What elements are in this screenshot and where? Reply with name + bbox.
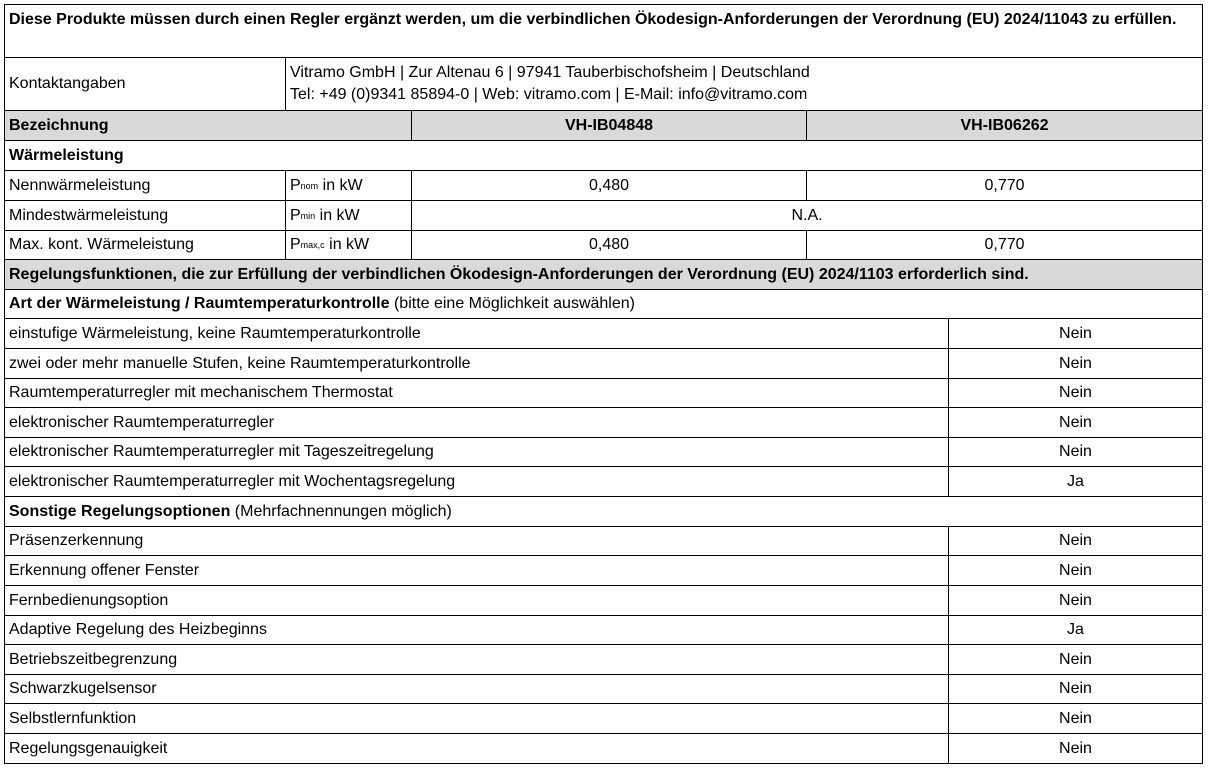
heat-type-row — [4, 378, 1203, 407]
other-option-value: Ja — [948, 616, 1202, 644]
contact-row — [4, 57, 1203, 110]
heat-type-value: Ja — [948, 467, 1202, 496]
model-1-header: VH-IB04848 — [411, 111, 806, 140]
heat-type-label: elektronischer Raumtemperaturregler — [9, 413, 274, 431]
control-functions-row — [4, 259, 1203, 289]
other-option-value: Nein — [948, 734, 1202, 763]
other-option-label: Präsenzerkennung — [9, 532, 144, 549]
heat-output-value-model-2: 0,770 — [806, 171, 1202, 200]
heat-type-row — [4, 407, 1203, 437]
other-options-section-row — [4, 496, 1203, 526]
other-option-row — [4, 733, 1203, 764]
contact-phone-web-email: Tel: +49 (0)9341 85894-0 | Web: vitramo.com | E-Mail: info@vitramo.com — [290, 86, 808, 103]
other-option-row — [4, 644, 1203, 674]
heat-type-value: Nein — [948, 319, 1202, 348]
heat-type-label: einstufige Wärmeleistung, keine Raumtemperaturkontrolle — [9, 324, 421, 342]
other-option-label: Betriebszeitbegrenzung — [9, 650, 178, 668]
model-2-header: VH-IB06262 — [806, 111, 1202, 140]
heat-output-symbol: P max,c in kW — [285, 231, 411, 259]
other-option-value: Nein — [948, 527, 1202, 555]
heat-output-label: Nennwärmeleistung — [9, 176, 151, 194]
heat-output-value-merged: N.A. — [411, 201, 1202, 230]
heat-output-value-model-1: 0,480 — [411, 171, 806, 200]
designation-label: Bezeichnung — [9, 116, 109, 134]
heat-type-section-title: Art der Wärmeleistung / Raumtemperaturkontrolle (bitte eine Möglichkeit auswählen) — [9, 295, 635, 312]
other-option-row — [4, 674, 1203, 703]
heat-type-value: Nein — [948, 438, 1202, 466]
heat-type-label: elektronischer Raumtemperaturregler mit Wochentagsregelung — [9, 472, 456, 490]
heat-type-label: Raumtemperaturregler mit mechanischem Thermostat — [9, 384, 393, 401]
heat-output-symbol: P nom in kW — [285, 171, 411, 200]
heat-output-row-nominal — [4, 170, 1203, 200]
other-option-value: Nein — [948, 704, 1202, 733]
heat-type-section-row — [4, 289, 1203, 318]
heat-output-value-model-2: 0,770 — [806, 231, 1202, 259]
other-option-value: Nein — [948, 586, 1202, 615]
heat-output-value-model-1: 0,480 — [411, 231, 806, 259]
heat-type-row — [4, 437, 1203, 466]
contact-label: Kontaktangaben — [9, 75, 126, 92]
heat-type-value: Nein — [948, 408, 1202, 437]
other-option-value: Nein — [948, 556, 1202, 585]
other-option-label: Adaptive Regelung des Heizbeginns — [9, 621, 267, 638]
control-functions-title: Regelungsfunktionen, die zur Erfüllung der verbindlichen Ökodesign-Anforderungen der Verordnung (EU) 2024/1103 erforderlich sind. — [9, 265, 1029, 283]
heat-type-value: Nein — [948, 349, 1202, 378]
other-option-row — [4, 585, 1203, 615]
heat-type-label: elektronischer Raumtemperaturregler mit Tageszeitregelung — [9, 443, 434, 460]
other-option-label: Selbstlernfunktion — [9, 709, 137, 727]
heat-output-label: Max. kont. Wärmeleistung — [9, 236, 194, 253]
other-option-value: Nein — [948, 675, 1202, 703]
other-option-label: Fernbedienungsoption — [9, 591, 169, 609]
other-option-row — [4, 555, 1203, 585]
header-note-row — [4, 4, 1203, 57]
heat-type-row — [4, 466, 1203, 496]
heat-type-row — [4, 318, 1203, 348]
heat-output-label: Mindestwärmeleistung — [9, 206, 169, 224]
other-option-value: Nein — [948, 645, 1202, 674]
other-option-label: Schwarzkugelsensor — [9, 680, 157, 697]
heat-output-symbol: P min in kW — [285, 201, 411, 230]
designation-row — [4, 110, 1203, 140]
heat-type-label: zwei oder mehr manuelle Stufen, keine Raumtemperaturkontrolle — [9, 354, 471, 372]
heat-output-row-max-continuous — [4, 230, 1203, 259]
other-option-row — [4, 615, 1203, 644]
contact-address: Vitramo GmbH | Zur Altenau 6 | 97941 Tauberbischofsheim | Deutschland — [290, 64, 810, 81]
heat-output-row-minimum — [4, 200, 1203, 230]
contact-details — [285, 58, 1202, 110]
header-note: Diese Produkte müssen durch einen Regler ergänzt werden, um die verbindlichen Ökodesign-Anforderungen der Verordnung (EU) 2024/11043 zu erfüllen. — [9, 11, 1177, 28]
heat-type-row — [4, 348, 1203, 378]
other-option-label: Erkennung offener Fenster — [9, 561, 200, 579]
other-option-row — [4, 526, 1203, 555]
other-option-row — [4, 703, 1203, 733]
other-option-label: Regelungsgenauigkeit — [9, 739, 168, 757]
heat-output-section-title: Wärmeleistung — [9, 146, 124, 164]
heat-output-section-row — [4, 140, 1203, 170]
other-options-section-title: Sonstige Regelungsoptionen (Mehrfachnennungen möglich) — [9, 502, 452, 520]
heat-type-value: Nein — [948, 379, 1202, 407]
